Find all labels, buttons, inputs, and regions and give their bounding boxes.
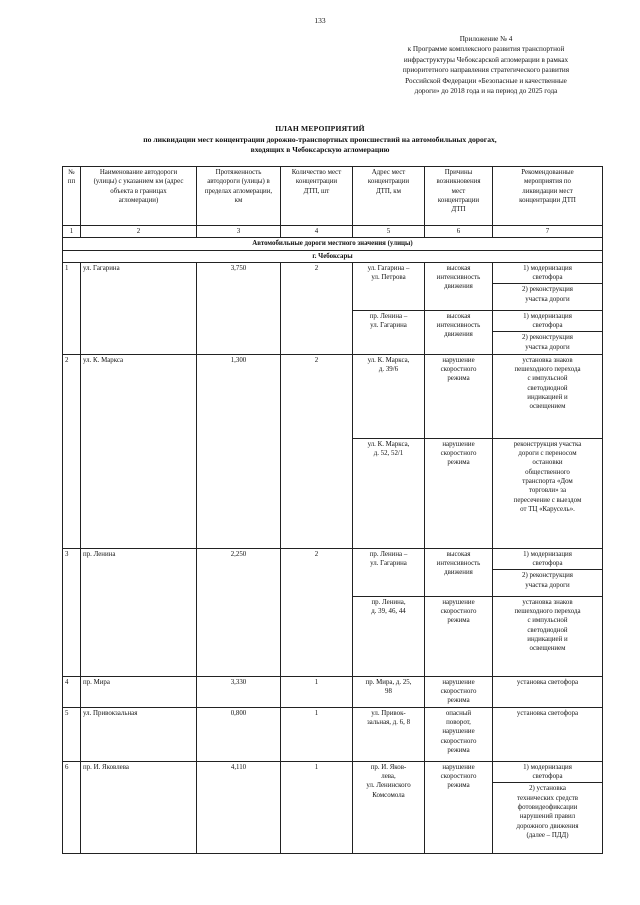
measure-item: установка знаков пешеходного перехода с импульсной светодиодной индикацией и освещением <box>514 356 581 411</box>
spot-cause: нарушение скоростного режима <box>425 676 493 707</box>
recommended-measures <box>493 262 603 310</box>
road-name: пр. Ленина <box>81 548 197 676</box>
header-cell: Адрес мест концентрации ДТП, км <box>353 167 425 226</box>
spot-address: пр. Ленина, д. 39, 46, 44 <box>353 596 425 676</box>
recommended-measures <box>493 438 603 548</box>
spot-count: 2 <box>281 354 353 548</box>
header-cell: Причины возникновения мест концентрации ДТП <box>425 167 493 226</box>
table-row <box>63 676 603 707</box>
measure-item: реконструкция участка дороги с переносом остановки общественного транспорта «Дом торговли» за пересечение с выездом от ТЦ «Карусель». <box>513 440 582 513</box>
measure-item: 2) реконструкция участка дороги <box>522 572 573 589</box>
recommended-measures <box>493 707 603 761</box>
column-number-row <box>63 226 603 238</box>
section-title-row <box>63 238 603 250</box>
spot-address: пр. Мира, д. 25, 98 <box>353 676 425 707</box>
spot-address: пр. И. Яков- лева, ул. Ленинского Комсомола <box>353 761 425 853</box>
title-line: входящих в Чебоксарскую агломерацию <box>250 145 390 154</box>
recommended-measures <box>493 761 603 853</box>
table-header-row <box>63 167 603 226</box>
table-row <box>63 761 603 853</box>
header-cell: № пп <box>63 167 81 226</box>
column-number: 7 <box>493 226 603 238</box>
recommended-measures <box>493 596 603 676</box>
title-line: ПЛАН МЕРОПРИЯТИЙ <box>275 124 365 133</box>
row-number: 6 <box>63 761 81 853</box>
road-length: 1,300 <box>197 354 281 548</box>
column-number: 2 <box>81 226 197 238</box>
document-title <box>0 124 640 156</box>
road-name: ул. К. Маркса <box>81 354 197 548</box>
spot-cause: высокая интенсивность движения <box>425 310 493 354</box>
column-number: 1 <box>63 226 81 238</box>
table-row <box>63 548 603 596</box>
measure-item: установка светофора <box>516 709 579 717</box>
header-cell: Наименование автодороги (улицы) с указанием км (адрес объекта в границах агломерации) <box>81 167 197 226</box>
measures-table <box>62 166 603 854</box>
row-number: 2 <box>63 354 81 548</box>
road-length: 3,750 <box>197 262 281 354</box>
spot-cause: нарушение скоростного режима <box>425 354 493 438</box>
recommended-measures <box>493 676 603 707</box>
spot-address: пр. Ленина – ул. Гагарина <box>353 548 425 596</box>
title-line: по ликвидации мест концентрации дорожно-транспортных происшествий на автомобильных дорогах, <box>143 134 497 144</box>
road-name: ул. Гагарина <box>81 262 197 354</box>
header-cell: Рекомендованные мероприятия по ликвидации мест концентрации ДТП <box>493 167 603 226</box>
recommended-measures <box>493 354 603 438</box>
row-number: 5 <box>63 707 81 761</box>
appendix-line: приоритетного направления стратегического развития <box>402 66 570 75</box>
spot-cause: опасный поворот, нарушение скоростного режима <box>425 707 493 761</box>
spot-address: ул. К. Маркса, д. 39/6 <box>353 354 425 438</box>
row-number: 3 <box>63 548 81 676</box>
appendix-note <box>372 34 600 96</box>
table-row <box>63 354 603 438</box>
spot-cause: нарушение скоростного режима <box>425 438 493 548</box>
spot-address: ул. К. Маркса, д. 52, 52/1 <box>353 438 425 548</box>
column-number: 6 <box>425 226 493 238</box>
header-cell: Протяженность автодороги (улицы) в пределах агломерации, км <box>197 167 281 226</box>
spot-count: 1 <box>281 761 353 853</box>
column-number: 3 <box>197 226 281 238</box>
road-length: 2,250 <box>197 548 281 676</box>
page-number: 133 <box>314 16 326 25</box>
measure-item: установка знаков пешеходного перехода с импульсной светодиодной индикацией и освещением <box>514 598 581 653</box>
appendix-line: инфраструктуры Чебоксарской агломерации в рамках <box>403 55 569 64</box>
measure-item: 2) установка технических средств фотовидеофиксации нарушений правил дорожного движения (далее – ПДД) <box>516 785 579 839</box>
spot-cause: нарушение скоростного режима <box>425 761 493 853</box>
city-title-row <box>63 250 603 262</box>
appendix-line: Приложение № 4 <box>459 35 513 43</box>
measure-item: 1) модернизация светофора <box>493 263 602 285</box>
header-cell: Количество мест концентрации ДТП, шт <box>281 167 353 226</box>
spot-address: ул. Привок- зальная, д. 6, 8 <box>353 707 425 761</box>
road-name: пр. Мира <box>81 676 197 707</box>
recommended-measures <box>493 548 603 596</box>
column-number: 5 <box>353 226 425 238</box>
measure-item: установка светофора <box>516 678 579 686</box>
road-length: 3,330 <box>197 676 281 707</box>
row-number: 1 <box>63 262 81 354</box>
road-length: 0,800 <box>197 707 281 761</box>
column-number: 4 <box>281 226 353 238</box>
road-name: пр. И. Яковлева <box>81 761 197 853</box>
spot-address: ул. Гагарина – ул. Петрова <box>353 262 425 310</box>
measure-item: 2) реконструкция участка дороги <box>522 334 573 351</box>
table-row <box>63 707 603 761</box>
measure-item: 2) реконструкция участка дороги <box>522 286 573 303</box>
spot-count: 2 <box>281 548 353 676</box>
section-title: Автомобильные дороги местного значения (улицы) <box>63 238 603 250</box>
measure-item: 1) модернизация светофора <box>493 549 602 571</box>
spot-address: пр. Ленина – ул. Гагарина <box>353 310 425 354</box>
appendix-line: дороги» до 2018 года и на период до 2025 года <box>414 87 558 96</box>
recommended-measures <box>493 310 603 354</box>
measure-item: 1) модернизация светофора <box>493 311 602 333</box>
city-title: г. Чебоксары <box>63 250 603 262</box>
measure-item: 1) модернизация светофора <box>493 762 602 784</box>
row-number: 4 <box>63 676 81 707</box>
appendix-line: Российской Федерации «Безопасные и качественные <box>405 76 567 85</box>
road-length: 4,110 <box>197 761 281 853</box>
spot-count: 2 <box>281 262 353 354</box>
table-row <box>63 262 603 310</box>
spot-cause: нарушение скоростного режима <box>425 596 493 676</box>
spot-count: 1 <box>281 676 353 707</box>
road-name: ул. Привокзальная <box>81 707 197 761</box>
appendix-line: к Программе комплексного развития транспортной <box>407 45 565 54</box>
spot-cause: высокая интенсивность движения <box>425 262 493 310</box>
spot-cause: высокая интенсивность движения <box>425 548 493 596</box>
spot-count: 1 <box>281 707 353 761</box>
